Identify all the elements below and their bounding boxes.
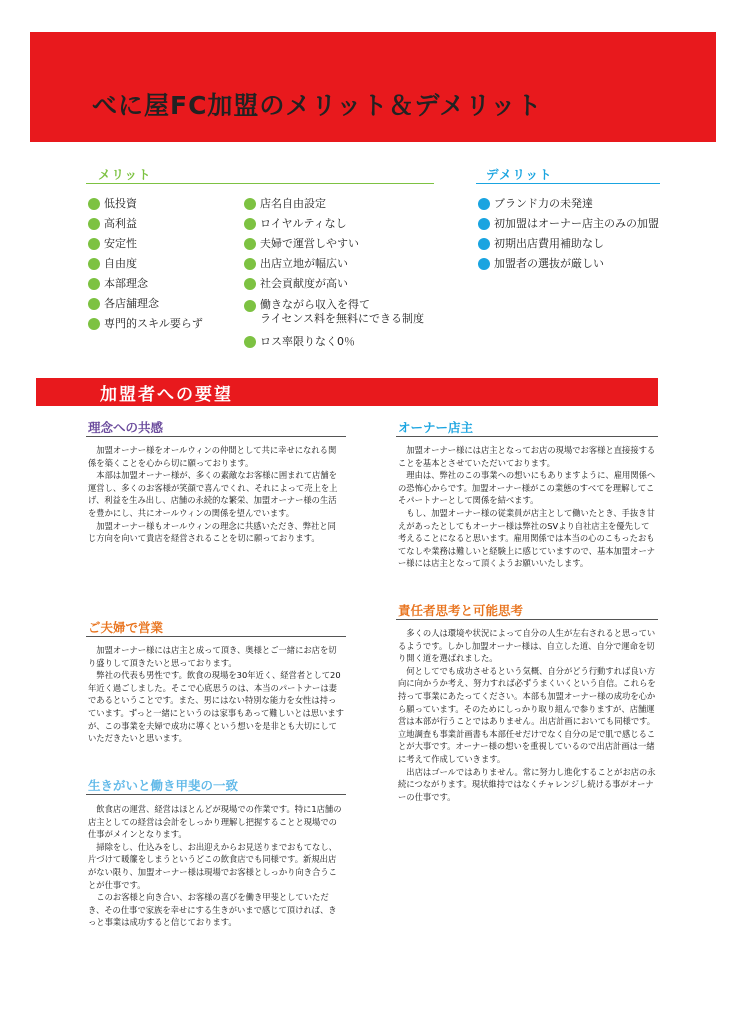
paragraph: 飲食店の運営、経営はほとんどが現場での作業です。特に1店舗の店主としての経営は会計をしっかり理解し把握することと現場での仕事がメインとなります。 [88,804,342,840]
list-item-label: 本部理念 [104,277,148,290]
couple-body [88,644,344,745]
list-item-label: 自由度 [104,257,137,270]
paragraph: 加盟オーナー様には店主となってお店の現場でお客様と直接接することを基本とさせていただいております。 [398,445,656,468]
list-item [478,194,659,214]
list-item-label: 働きながら収入を得て ライセンス料を無料にできる制度 [260,298,425,325]
list-item [478,254,659,274]
list-item-label: 低投資 [104,197,137,210]
bullet-icon [244,198,256,210]
list-item-label: 初加盟はオーナー店主のみの加盟 [494,217,659,230]
list-item-label: 加盟者の選抜が厳しい [494,257,604,270]
list-item-label: 夫婦で運営しやすい [260,237,359,250]
list-item [244,234,424,254]
list-item-label: 専門的スキル要らず [104,317,203,330]
philosophy-body [88,444,344,545]
merits-heading: メリット [98,167,152,182]
paragraph: もし、加盟オーナー様の従業員が店主として働いたとき、手抜き甘えがあったとしてもオーナー様は弊社のSVより自社店主を優先して考えることになると思います。雇用関係では本当の心のこもったおもてなしや業務は難しいと経験上に感じていますので、基本加盟オーナー様には店主となって頂くようお願いいたします。 [398,507,656,569]
list-item [244,194,424,214]
list-item-label: 社会貢献度が高い [260,277,348,290]
demerits-rule [476,183,660,184]
bullet-icon [88,258,100,270]
list-item-label: 初期出店費用補助なし [494,237,604,250]
purpose-rule [86,794,346,795]
list-item [244,298,424,326]
owner-body [398,444,656,570]
list-item [88,234,203,254]
bullet-icon [88,298,100,310]
bullet-icon [88,318,100,330]
purpose-body [88,803,344,929]
list-item [88,274,203,294]
list-item [244,332,424,352]
bullet-icon [88,278,100,290]
list-item-label: ロイヤルティなし [260,217,347,230]
page-title: べに屋FC加盟のメリット＆デメリット [92,91,543,120]
paragraph: 本部は加盟オーナー様が、多くの素敵なお客様に囲まれて店舗を運営し、多くのお客様が笑顔で喜んでくれ、それによって売上を上げ、利益を生み出し、店舗の永続的な繁栄、加盟オーナー様の生活を豊かにし、共にオールウィンの関係を望んでいます。 [88,470,338,518]
paragraph: 理由は、弊社のこの事業への想いにもありますように、雇用関係への恐怖心からです。加盟オーナー様がこの業態のすべてを理解してこそパートナーとして関係を結べます。 [398,470,656,506]
paragraph: 加盟オーナー様もオールウィンの理念に共感いただき、弊社と同じ方向を向いて貴店を経営されることを切に願っております。 [88,520,336,544]
demerits-heading: デメリット [486,167,553,182]
list-item [478,234,659,254]
couple-rule [86,636,346,637]
bullet-icon [244,238,256,250]
list-item [244,274,424,294]
responsibility-rule [396,619,658,620]
list-item-label: 店名自由設定 [260,197,326,210]
list-item-label: ロス率限りなく0％ [260,335,355,348]
bullet-icon [244,218,256,230]
couple-title: ご夫婦で営業 [88,620,164,635]
bullet-icon [478,258,490,270]
bullet-icon [478,198,490,210]
owner-rule [396,436,658,437]
bullet-icon [244,258,256,270]
list-item [244,214,424,234]
list-item [88,194,203,214]
bullet-icon [244,336,256,348]
paragraph: 加盟オーナー様をオールウィンの仲間として共に幸せになれる関係を築くことを心から切に願っております。 [88,445,337,468]
list-item-label: 出店立地が幅広い [260,257,348,270]
list-item [88,254,203,274]
paragraph: このお客様と向き合い、お客様の喜びを働き甲斐としていただき、その仕事で家族を幸せにする生きがいまで感じて頂ければ、きっと事業は成功すると信じております。 [88,892,337,928]
paragraph: 何としてでも成功させるという気概、自分がどう行動すれば良い方向に向かうか考え、努力すれば必ずうまくいくという自信。これらを持って事業にあたってください。本部も加盟オーナー様の成功を心から願っています。そのためにしっかり取り組んで参りますが、店舗運営は本部が行うことではありません。出店計画においても同様です。立地調査も事業計画書も本部任せだけでなく自分の足で肌で感じることが大事です。オーナー様の想いを重視しているので出店計画は一緒に考えて作成していきます。 [398,665,656,764]
paragraph: 加盟オーナー様には店主と成って頂き、奥様とご一緒にお店を切り盛りして頂きたいと思っております。 [88,645,337,668]
philosophy-rule [86,436,346,437]
bullet-icon [88,218,100,230]
demerits-list [478,194,659,274]
paragraph: 出店はゴールではありません。常に努力し進化することがお店の永続につながります。現状維持ではなくチャレンジし続ける事がオーナーの仕事です。 [398,766,656,802]
merits-rule [86,183,434,184]
responsibility-body [398,627,656,803]
bullet-icon [478,218,490,230]
list-item-label: ブランド力の未発達 [494,197,593,210]
list-item-label: 高利益 [104,217,137,230]
merits-list-left [88,194,203,334]
list-item [244,254,424,274]
philosophy-title: 理念への共感 [88,420,164,435]
list-item [88,294,203,314]
bullet-icon [478,238,490,250]
list-item [88,314,203,334]
bullet-icon [244,300,256,312]
bullet-icon [88,198,100,210]
list-item-label: 各店舗理念 [104,297,159,310]
list-item [478,214,659,234]
list-item-label: 安定性 [104,237,137,250]
purpose-title: 生きがいと働き甲斐の一致 [88,778,239,793]
requests-heading: 加盟者への要望 [100,385,233,405]
bullet-icon [88,238,100,250]
list-item [88,214,203,234]
responsibility-title: 責任者思考と可能思考 [398,603,524,618]
owner-title: オーナー店主 [398,420,474,435]
paragraph: 掃除をし、仕込みをし、お出迎えからお見送りまでおもてなし、片づけて暖簾をしまうというどこの飲食店でも同様です。新規出店がない限り、加盟オーナー様は現場でお客様としっかり向き合うことが仕事です。 [88,841,337,890]
merits-list-right [244,194,424,352]
bullet-icon [244,278,256,290]
paragraph: 弊社の代表も男性です。飲食の現場を30年近く、経営者として20年近く過ごしました。そこで心底思うのは、本当のパートナーは妻であるということです。また、男にはない特別な能力を女性は持っています。ずっと一緒にというのは家事もあって難しいとは思いますが、この事業を夫婦で成功に導くという想いを是非とも大切にしていただきたいと思います。 [88,670,344,744]
paragraph: 多くの人は環境や状況によって自分の人生が左右されると思っているようです。しかし加盟オーナー様は、自立した道、自分で運命を切り開く道を選ばれました。 [398,628,656,664]
